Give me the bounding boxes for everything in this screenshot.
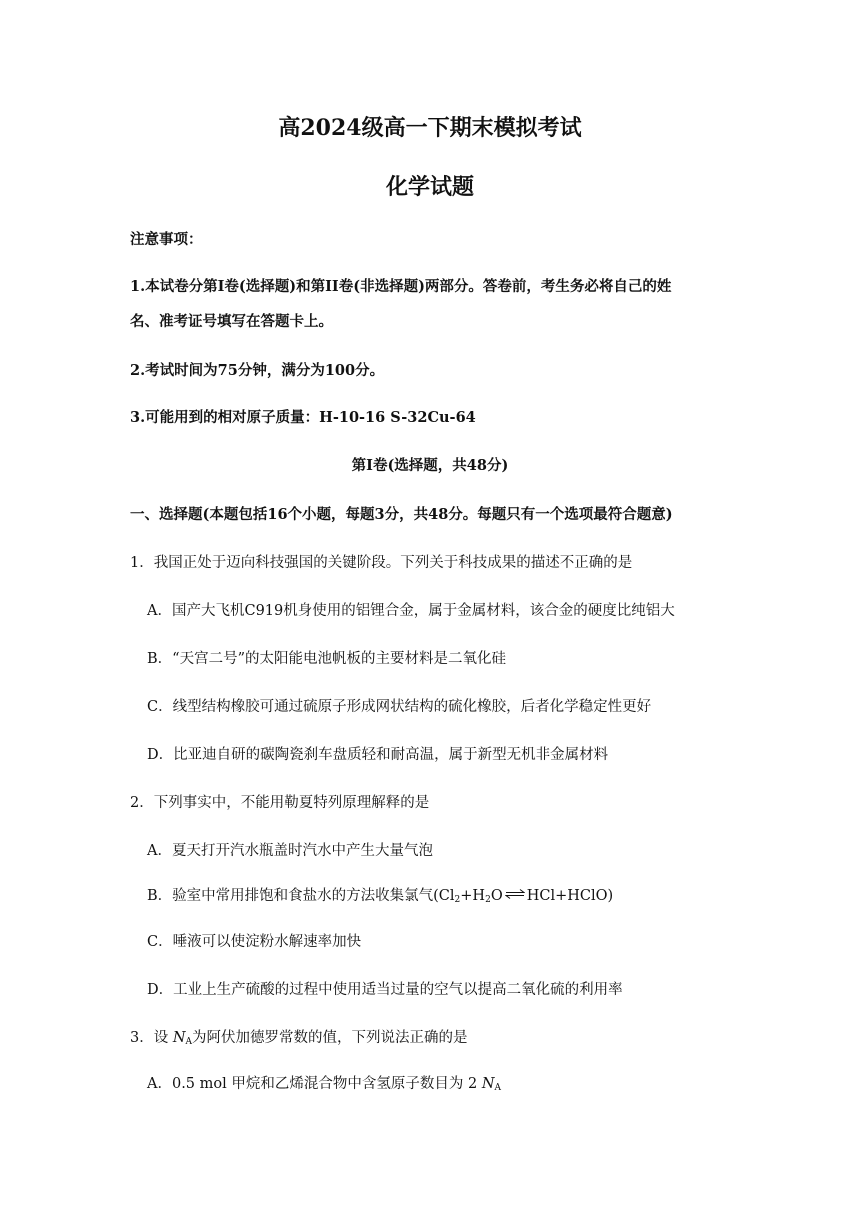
chlorine-subscript: 2 [454,895,461,905]
question-2-option-d: D．工业上生产硫酸的过程中使用适当过量的空气以提高二氧化硫的利用率 [147,982,623,998]
reaction-products: HCl+HClO) [526,888,614,904]
notice-item-1-line-2: 名、准考证号填写在答题卡上。 [130,313,333,330]
avogadro-symbol: N [481,1076,495,1092]
option-a-text: A．0.5 mol 甲烷和乙烯混合物中含氢原子数目为 2 [147,1076,482,1092]
question-3-text: 为阿伏加德罗常数的值，下列说法正确的是 [192,1030,468,1046]
question-1-option-c: C．线型结构橡胶可通过硫原子形成网状结构的硫化橡胶，后者化学稳定性更好 [147,699,652,715]
equilibrium-arrow-icon [505,889,525,899]
hydrogen-subscript: 2 [485,895,491,905]
notice-item-1-line-1: 1.本试卷分第Ⅰ卷(选择题)和第II卷(非选择题)两部分。答卷前，考生务必将自己的姓 [130,278,672,295]
question-1-option-b: B．“天宫二号”的太阳能电池帆板的主要材料是二氧化硅 [147,651,506,667]
subject-title: 化学试题 [385,174,474,200]
notice-heading: 注意事项： [130,231,203,248]
part-heading: 一、选择题(本题包括16个小题，每题3分，共48分。每题只有一个选项最符合题意) [130,506,673,523]
question-3-number: 3．设 [130,1030,173,1046]
question-1-option-d: D．比亚迪自研的碳陶瓷刹车盘质轻和耐高温，属于新型无机非金属材料 [147,747,609,763]
question-1-stem: 1．我国正处于迈向科技强国的关键阶段。下列关于科技成果的描述不正确的是 [130,555,633,571]
question-3-stem [130,1028,468,1052]
notice-item-3: 3.可能用到的相对原子质量：H-10-16 S-32Cu-64 [130,409,476,426]
question-2-option-b [147,886,613,910]
question-2-stem: 2．下列事实中，不能用勒夏特列原理解释的是 [130,795,430,811]
avogadro-symbol: N [172,1030,186,1046]
plus-hydrogen: +H [460,888,486,904]
avogadro-subscript: A [494,1083,501,1093]
option-b-text: B．验室中常用排饱和食盐水的方法收集氯气(Cl [147,888,455,904]
notice-item-2: 2.考试时间为75分钟，满分为100分。 [130,362,385,379]
question-2-option-a: A．夏天打开汽水瓶盖时汽水中产生大量气泡 [147,843,433,859]
exam-title: 高2024级高一下期末模拟考试 [278,115,582,141]
question-2-option-c: C．唾液可以使淀粉水解速率加快 [147,934,362,950]
oxygen: O [490,888,503,904]
section-title: 第I卷(选择题，共48分) [351,457,509,474]
question-3-option-a [147,1074,501,1098]
question-1-option-a: A．国产大飞机C919机身使用的铝锂合金，属于金属材料，该合金的硬度比纯铝大 [147,603,675,619]
avogadro-subscript: A [185,1037,193,1047]
